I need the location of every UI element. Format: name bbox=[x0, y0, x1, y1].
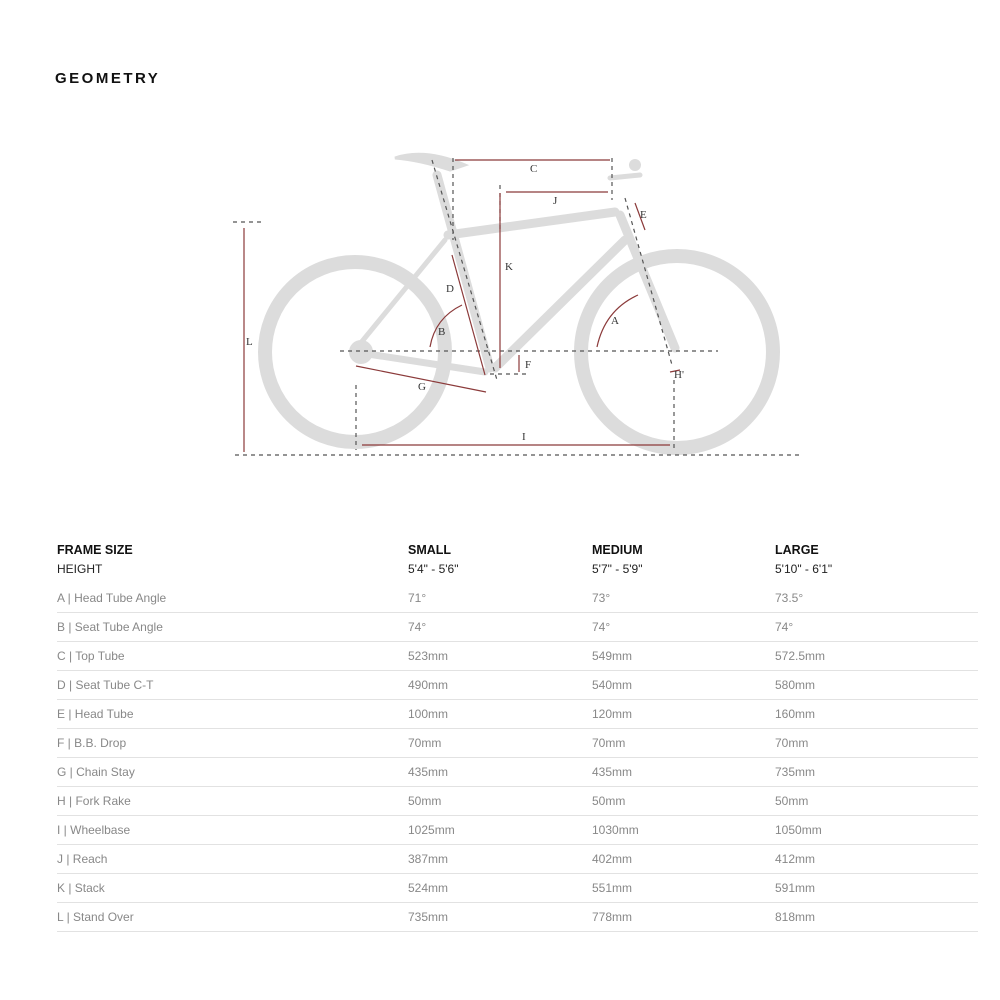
chain-stay bbox=[355, 352, 485, 372]
value-small: 71° bbox=[408, 584, 592, 613]
header-small: SMALL bbox=[408, 543, 452, 557]
value-medium: 540mm bbox=[592, 671, 775, 700]
height-small: 5'4" - 5'6" bbox=[408, 562, 459, 576]
label-e: E bbox=[640, 209, 647, 221]
value-medium: 778mm bbox=[592, 903, 775, 932]
value-small: 523mm bbox=[408, 642, 592, 671]
value-small: 70mm bbox=[408, 729, 592, 758]
height-medium: 5'7" - 5'9" bbox=[592, 562, 643, 576]
row-label: E | Head Tube bbox=[57, 700, 408, 729]
height-row bbox=[57, 562, 978, 584]
stem bbox=[610, 175, 640, 178]
header-large: LARGE bbox=[775, 543, 819, 557]
table-row bbox=[57, 729, 978, 758]
value-large: 572.5mm bbox=[775, 642, 978, 671]
label-h: H' bbox=[674, 369, 684, 381]
label-j: J bbox=[553, 195, 558, 207]
row-label: D | Seat Tube C-T bbox=[57, 671, 408, 700]
value-large: 74° bbox=[775, 613, 978, 642]
value-medium: 120mm bbox=[592, 700, 775, 729]
dashed-guides bbox=[233, 158, 800, 455]
value-medium: 70mm bbox=[592, 729, 775, 758]
value-small: 387mm bbox=[408, 845, 592, 874]
table-row bbox=[57, 613, 978, 642]
row-label: G | Chain Stay bbox=[57, 758, 408, 787]
value-small: 100mm bbox=[408, 700, 592, 729]
label-d: D bbox=[446, 283, 454, 295]
value-medium: 435mm bbox=[592, 758, 775, 787]
value-medium: 74° bbox=[592, 613, 775, 642]
value-large: 50mm bbox=[775, 787, 978, 816]
table-row bbox=[57, 787, 978, 816]
value-large: 580mm bbox=[775, 671, 978, 700]
value-large: 73.5° bbox=[775, 584, 978, 613]
value-medium: 50mm bbox=[592, 787, 775, 816]
top-tube bbox=[448, 212, 615, 235]
saddle bbox=[395, 154, 465, 170]
row-label: B | Seat Tube Angle bbox=[57, 613, 408, 642]
value-small: 490mm bbox=[408, 671, 592, 700]
value-small: 1025mm bbox=[408, 816, 592, 845]
down-tube bbox=[495, 240, 625, 368]
table-row bbox=[57, 903, 978, 932]
value-medium: 402mm bbox=[592, 845, 775, 874]
height-label: HEIGHT bbox=[57, 562, 103, 576]
label-l: L bbox=[246, 336, 253, 348]
value-medium: 1030mm bbox=[592, 816, 775, 845]
label-k: K bbox=[505, 261, 513, 273]
page-title: GEOMETRY bbox=[55, 70, 161, 87]
geometry-table bbox=[57, 538, 978, 932]
row-label: A | Head Tube Angle bbox=[57, 584, 408, 613]
row-label: J | Reach bbox=[57, 845, 408, 874]
value-large: 818mm bbox=[775, 903, 978, 932]
value-small: 50mm bbox=[408, 787, 592, 816]
label-a: A bbox=[611, 315, 619, 327]
table-header-row bbox=[57, 538, 978, 562]
table-row bbox=[57, 642, 978, 671]
row-label: L | Stand Over bbox=[57, 903, 408, 932]
bike-frame bbox=[265, 154, 773, 448]
header-medium: MEDIUM bbox=[592, 543, 643, 557]
table-row bbox=[57, 845, 978, 874]
value-large: 591mm bbox=[775, 874, 978, 903]
table-row bbox=[57, 874, 978, 903]
value-small: 524mm bbox=[408, 874, 592, 903]
fork bbox=[620, 215, 675, 348]
row-label: F | B.B. Drop bbox=[57, 729, 408, 758]
label-f: F bbox=[525, 359, 532, 371]
table-row bbox=[57, 758, 978, 787]
value-medium: 551mm bbox=[592, 874, 775, 903]
label-c: C bbox=[530, 163, 538, 175]
value-small: 74° bbox=[408, 613, 592, 642]
row-label: H | Fork Rake bbox=[57, 787, 408, 816]
value-large: 70mm bbox=[775, 729, 978, 758]
value-large: 735mm bbox=[775, 758, 978, 787]
value-large: 160mm bbox=[775, 700, 978, 729]
table-row bbox=[57, 816, 978, 845]
table-row bbox=[57, 700, 978, 729]
hub bbox=[349, 340, 373, 364]
label-g: G bbox=[418, 381, 426, 393]
value-medium: 73° bbox=[592, 584, 775, 613]
value-small: 735mm bbox=[408, 903, 592, 932]
height-large: 5'10" - 6'1" bbox=[775, 562, 833, 576]
table-row bbox=[57, 584, 978, 613]
value-large: 1050mm bbox=[775, 816, 978, 845]
label-b: B bbox=[438, 326, 446, 338]
row-label: C | Top Tube bbox=[57, 642, 408, 671]
row-label: I | Wheelbase bbox=[57, 816, 408, 845]
row-label: K | Stack bbox=[57, 874, 408, 903]
table-row bbox=[57, 671, 978, 700]
header-frame-size: FRAME SIZE bbox=[57, 543, 133, 557]
dimension-lines bbox=[244, 160, 680, 452]
value-small: 435mm bbox=[408, 758, 592, 787]
label-i: I bbox=[522, 431, 526, 443]
value-medium: 549mm bbox=[592, 642, 775, 671]
value-large: 412mm bbox=[775, 845, 978, 874]
bar-end bbox=[629, 159, 641, 171]
